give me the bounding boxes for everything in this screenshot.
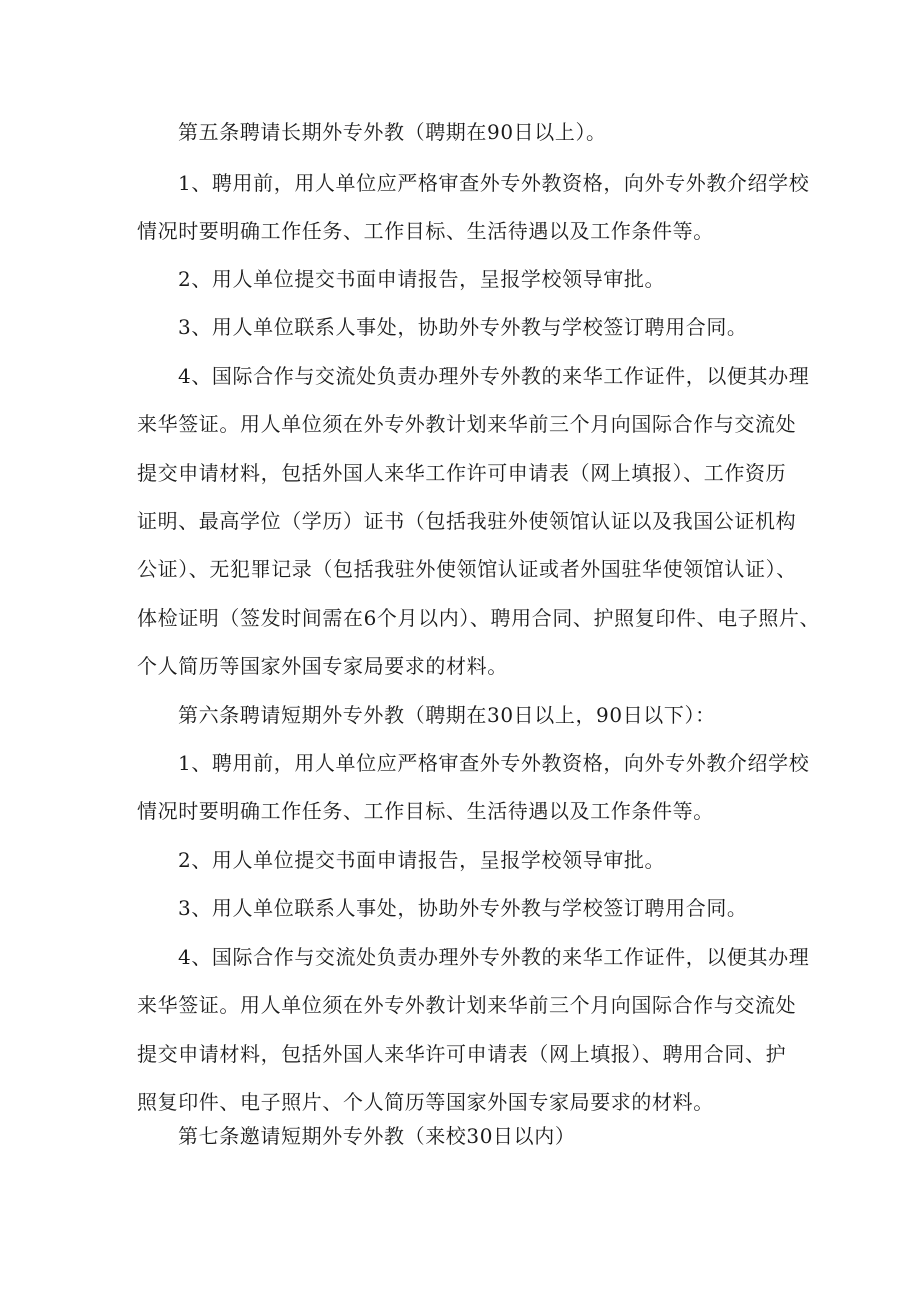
article-5-item-4-line-3: 提交申请材料，包括外国人来华工作许可申请表（网上填报）、工作资历 (137, 461, 787, 485)
article-6-item-2: 2、用人单位提交书面申请报告，呈报学校领导审批。 (178, 848, 666, 872)
article-6-item-4-line-1: 4、国际合作与交流处负责办理外专外教的来华工作证件，以便其办理 (178, 945, 810, 969)
article-5-item-1-line-1: 1、聘用前，用人单位应严格审查外专外教资格，向外专外教介绍学校 (178, 171, 810, 195)
article-6-item-3: 3、用人单位联系人事处，协助外专外教与学校签订聘用合同。 (178, 896, 748, 920)
article-5-item-1-line-2: 情况时要明确工作任务、工作目标、生活待遇以及工作条件等。 (137, 219, 714, 243)
article-7-heading: 第七条邀请短期外专外教（来校30日以内） (178, 1124, 576, 1148)
article-6-item-4-line-4: 照复印件、电子照片、个人简历等国家外国专家局要求的材料。 (137, 1090, 714, 1114)
article-5-heading: 第五条聘请长期外专外教（聘期在90日以上）。 (178, 120, 607, 144)
article-5-item-4-line-1: 4、国际合作与交流处负责办理外专外教的来华工作证件，以便其办理 (178, 364, 810, 388)
article-6-item-1-line-1: 1、聘用前，用人单位应严格审查外专外教资格，向外专外教介绍学校 (178, 751, 810, 775)
article-6-heading: 第六条聘请短期外专外教（聘期在30日以上，90日以下）： (178, 703, 716, 727)
article-5-item-4-line-6: 体检证明（签发时间需在6个月以内）、聘用合同、护照复印件、电子照片、 (137, 606, 821, 630)
article-5-item-4-line-7: 个人简历等国家外国专家局要求的材料。 (137, 654, 508, 678)
article-6-item-4-line-2: 来华签证。用人单位须在外专外教计划来华前三个月向国际合作与交流处 (137, 993, 797, 1017)
article-5-item-3: 3、用人单位联系人事处，协助外专外教与学校签订聘用合同。 (178, 315, 748, 339)
article-5-item-4-line-4: 证明、最高学位（学历）证书（包括我驻外使领馆认证以及我国公证机构 (137, 509, 797, 533)
article-6-item-4-line-3: 提交申请材料，包括外国人来华许可申请表（网上填报）、聘用合同、护 (137, 1042, 787, 1066)
article-5-item-4-line-5: 公证）、无犯罪记录（包括我驻外使领馆认证或者外国驻华使领馆认证）、 (137, 557, 797, 581)
article-5-item-4-line-2: 来华签证。用人单位须在外专外教计划来华前三个月向国际合作与交流处 (137, 412, 797, 436)
article-6-item-1-line-2: 情况时要明确工作任务、工作目标、生活待遇以及工作条件等。 (137, 799, 714, 823)
article-5-item-2: 2、用人单位提交书面申请报告，呈报学校领导审批。 (178, 267, 666, 291)
